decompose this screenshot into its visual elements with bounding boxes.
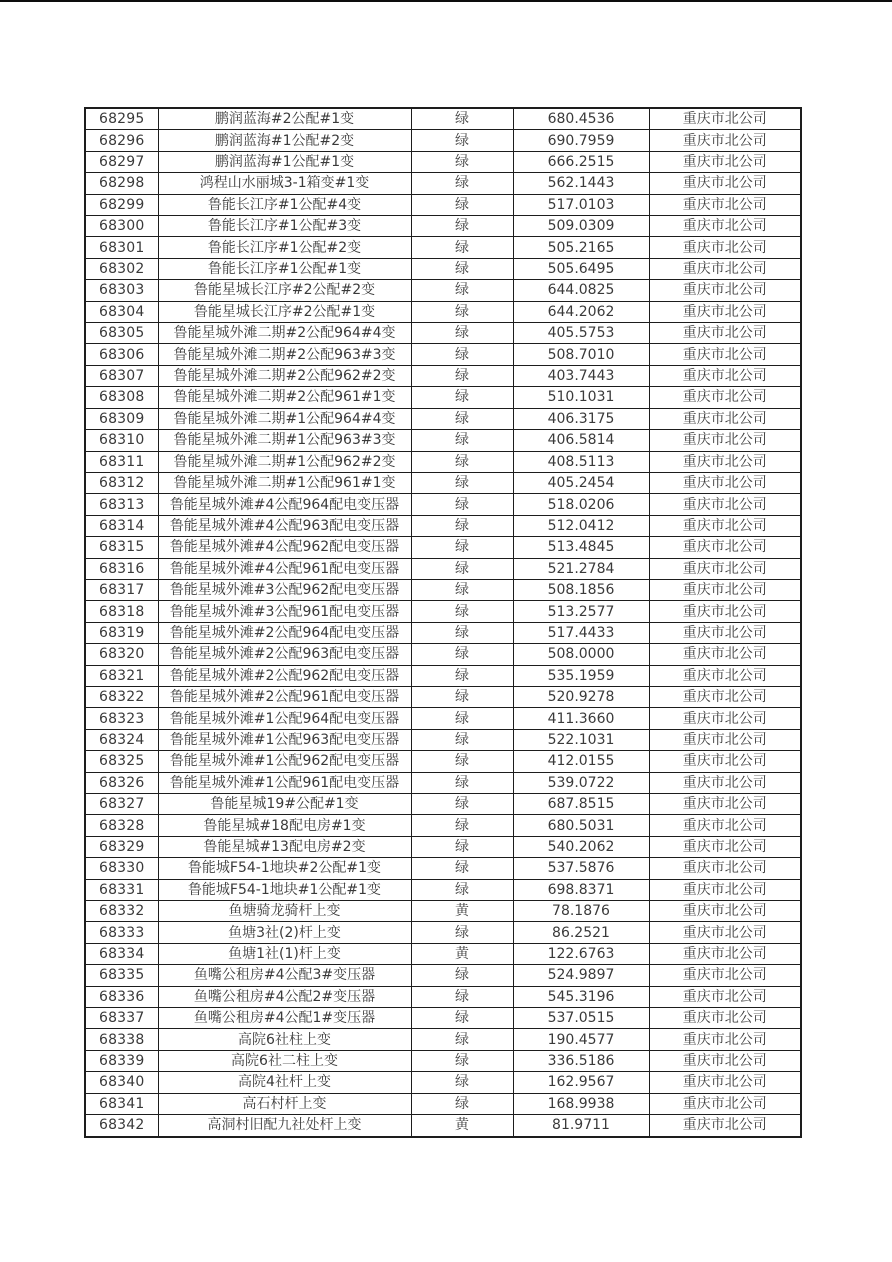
record-id-cell: 68338	[85, 1029, 158, 1050]
status-cell: 黄	[411, 1115, 513, 1137]
company-cell: 重庆市北公司	[649, 686, 801, 707]
device-name-cell: 鹏润蓝海#1公配#1变	[158, 151, 411, 172]
device-name-cell: 高院4社杆上变	[158, 1072, 411, 1093]
value-cell: 406.5814	[513, 430, 649, 451]
company-cell: 重庆市北公司	[649, 579, 801, 600]
device-name-cell: 鲁能星城外滩#1公配964配电变压器	[158, 708, 411, 729]
status-cell: 绿	[411, 408, 513, 429]
record-id-cell: 68322	[85, 686, 158, 707]
table-row	[85, 836, 801, 857]
status-cell: 绿	[411, 579, 513, 600]
company-cell: 重庆市北公司	[649, 1115, 801, 1137]
value-cell: 505.2165	[513, 237, 649, 258]
record-id-cell: 68315	[85, 537, 158, 558]
value-cell: 405.5753	[513, 323, 649, 344]
value-cell: 521.2784	[513, 558, 649, 579]
table-row	[85, 794, 801, 815]
device-name-cell: 鹏润蓝海#2公配#1变	[158, 108, 411, 130]
device-name-cell: 鲁能星城#18配电房#1变	[158, 815, 411, 836]
table-row	[85, 1050, 801, 1071]
status-cell: 绿	[411, 708, 513, 729]
table-row	[85, 344, 801, 365]
table-row	[85, 515, 801, 536]
device-name-cell: 鲁能星城#13配电房#2变	[158, 836, 411, 857]
company-cell: 重庆市北公司	[649, 836, 801, 857]
device-name-cell: 鲁能星城19#公配#1变	[158, 794, 411, 815]
record-id-cell: 68327	[85, 794, 158, 815]
company-cell: 重庆市北公司	[649, 194, 801, 215]
device-name-cell: 鲁能星城外滩#4公配962配电变压器	[158, 537, 411, 558]
table-row	[85, 216, 801, 237]
record-id-cell: 68314	[85, 515, 158, 536]
value-cell: 168.9938	[513, 1093, 649, 1114]
status-cell: 绿	[411, 836, 513, 857]
company-cell: 重庆市北公司	[649, 173, 801, 194]
value-cell: 545.3196	[513, 986, 649, 1007]
record-id-cell: 68332	[85, 901, 158, 922]
transformer-record-table	[84, 107, 802, 1138]
table-row	[85, 751, 801, 772]
device-name-cell: 鲁能星城外滩#1公配961配电变压器	[158, 772, 411, 793]
value-cell: 537.0515	[513, 1008, 649, 1029]
status-cell: 绿	[411, 858, 513, 879]
value-cell: 509.0309	[513, 216, 649, 237]
company-cell: 重庆市北公司	[649, 622, 801, 643]
status-cell: 绿	[411, 280, 513, 301]
company-cell: 重庆市北公司	[649, 451, 801, 472]
status-cell: 绿	[411, 323, 513, 344]
status-cell: 绿	[411, 430, 513, 451]
table-row	[85, 1093, 801, 1114]
device-name-cell: 鲁能长江序#1公配#1变	[158, 258, 411, 279]
company-cell: 重庆市北公司	[649, 772, 801, 793]
device-name-cell: 鲁能星城外滩二期#2公配962#2变	[158, 365, 411, 386]
value-cell: 520.9278	[513, 686, 649, 707]
table-row	[85, 815, 801, 836]
device-name-cell: 鲁能星城长江序#2公配#2变	[158, 280, 411, 301]
table-row	[85, 237, 801, 258]
device-name-cell: 鲁能星城外滩#4公配964配电变压器	[158, 494, 411, 515]
table-row	[85, 194, 801, 215]
record-id-cell: 68341	[85, 1093, 158, 1114]
company-cell: 重庆市北公司	[649, 729, 801, 750]
record-id-cell: 68308	[85, 387, 158, 408]
value-cell: 690.7959	[513, 130, 649, 151]
status-cell: 绿	[411, 108, 513, 130]
record-id-cell: 68296	[85, 130, 158, 151]
table-row	[85, 301, 801, 322]
table-row	[85, 965, 801, 986]
table-row	[85, 430, 801, 451]
table-row	[85, 686, 801, 707]
company-cell: 重庆市北公司	[649, 258, 801, 279]
device-name-cell: 鲁能长江序#1公配#3变	[158, 216, 411, 237]
record-id-cell: 68336	[85, 986, 158, 1007]
record-id-cell: 68307	[85, 365, 158, 386]
table-body	[85, 108, 801, 1137]
status-cell: 绿	[411, 472, 513, 493]
table-row	[85, 494, 801, 515]
company-cell: 重庆市北公司	[649, 515, 801, 536]
status-cell: 绿	[411, 237, 513, 258]
value-cell: 513.2577	[513, 601, 649, 622]
value-cell: 405.2454	[513, 472, 649, 493]
record-id-cell: 68330	[85, 858, 158, 879]
status-cell: 绿	[411, 537, 513, 558]
value-cell: 162.9567	[513, 1072, 649, 1093]
status-cell: 绿	[411, 1072, 513, 1093]
status-cell: 绿	[411, 815, 513, 836]
record-id-cell: 68337	[85, 1008, 158, 1029]
record-id-cell: 68316	[85, 558, 158, 579]
record-id-cell: 68303	[85, 280, 158, 301]
value-cell: 517.4433	[513, 622, 649, 643]
value-cell: 403.7443	[513, 365, 649, 386]
company-cell: 重庆市北公司	[649, 237, 801, 258]
record-id-cell: 68321	[85, 665, 158, 686]
table-row	[85, 1029, 801, 1050]
value-cell: 644.2062	[513, 301, 649, 322]
company-cell: 重庆市北公司	[649, 344, 801, 365]
status-cell: 绿	[411, 451, 513, 472]
value-cell: 517.0103	[513, 194, 649, 215]
status-cell: 绿	[411, 601, 513, 622]
top-edge-bar	[0, 0, 892, 2]
record-id-cell: 68331	[85, 879, 158, 900]
status-cell: 绿	[411, 1029, 513, 1050]
status-cell: 绿	[411, 922, 513, 943]
status-cell: 绿	[411, 387, 513, 408]
device-name-cell: 鲁能星城外滩#4公配961配电变压器	[158, 558, 411, 579]
company-cell: 重庆市北公司	[649, 387, 801, 408]
table-row	[85, 365, 801, 386]
status-cell: 绿	[411, 879, 513, 900]
device-name-cell: 鲁能星城外滩#2公配964配电变压器	[158, 622, 411, 643]
table-row	[85, 108, 801, 130]
table-row	[85, 986, 801, 1007]
record-id-cell: 68304	[85, 301, 158, 322]
table-row	[85, 901, 801, 922]
company-cell: 重庆市北公司	[649, 472, 801, 493]
device-name-cell: 鲁能星城外滩二期#2公配963#3变	[158, 344, 411, 365]
value-cell: 513.4845	[513, 537, 649, 558]
record-id-cell: 68300	[85, 216, 158, 237]
device-name-cell: 鸿程山水丽城3-1箱变#1变	[158, 173, 411, 194]
device-name-cell: 鲁能星城外滩#3公配961配电变压器	[158, 601, 411, 622]
value-cell: 562.1443	[513, 173, 649, 194]
company-cell: 重庆市北公司	[649, 965, 801, 986]
device-name-cell: 高石村杆上变	[158, 1093, 411, 1114]
record-id-cell: 68309	[85, 408, 158, 429]
record-id-cell: 68329	[85, 836, 158, 857]
status-cell: 绿	[411, 258, 513, 279]
status-cell: 绿	[411, 794, 513, 815]
value-cell: 680.5031	[513, 815, 649, 836]
status-cell: 绿	[411, 665, 513, 686]
value-cell: 537.5876	[513, 858, 649, 879]
status-cell: 绿	[411, 216, 513, 237]
status-cell: 黄	[411, 943, 513, 964]
company-cell: 重庆市北公司	[649, 1093, 801, 1114]
record-id-cell: 68342	[85, 1115, 158, 1137]
record-id-cell: 68317	[85, 579, 158, 600]
status-cell: 绿	[411, 494, 513, 515]
table-row	[85, 601, 801, 622]
status-cell: 绿	[411, 301, 513, 322]
value-cell: 406.3175	[513, 408, 649, 429]
record-id-cell: 68301	[85, 237, 158, 258]
table-row	[85, 558, 801, 579]
company-cell: 重庆市北公司	[649, 494, 801, 515]
record-id-cell: 68302	[85, 258, 158, 279]
record-id-cell: 68305	[85, 323, 158, 344]
status-cell: 绿	[411, 151, 513, 172]
value-cell: 411.3660	[513, 708, 649, 729]
company-cell: 重庆市北公司	[649, 986, 801, 1007]
company-cell: 重庆市北公司	[649, 708, 801, 729]
table-row	[85, 644, 801, 665]
record-id-cell: 68324	[85, 729, 158, 750]
device-name-cell: 鲁能星城外滩#2公配962配电变压器	[158, 665, 411, 686]
value-cell: 122.6763	[513, 943, 649, 964]
company-cell: 重庆市北公司	[649, 430, 801, 451]
table-row	[85, 258, 801, 279]
status-cell: 绿	[411, 751, 513, 772]
record-id-cell: 68335	[85, 965, 158, 986]
table-row	[85, 151, 801, 172]
company-cell: 重庆市北公司	[649, 815, 801, 836]
status-cell: 绿	[411, 344, 513, 365]
company-cell: 重庆市北公司	[649, 901, 801, 922]
table-row	[85, 1115, 801, 1137]
device-name-cell: 鲁能星城外滩二期#1公配962#2变	[158, 451, 411, 472]
value-cell: 408.5113	[513, 451, 649, 472]
company-cell: 重庆市北公司	[649, 1029, 801, 1050]
device-name-cell: 高洞村旧配九社处杆上变	[158, 1115, 411, 1137]
device-name-cell: 鲁能星城外滩#1公配963配电变压器	[158, 729, 411, 750]
status-cell: 绿	[411, 365, 513, 386]
status-cell: 黄	[411, 901, 513, 922]
status-cell: 绿	[411, 772, 513, 793]
record-id-cell: 68310	[85, 430, 158, 451]
value-cell: 687.8515	[513, 794, 649, 815]
device-name-cell: 鱼嘴公租房#4公配1#变压器	[158, 1008, 411, 1029]
table-row	[85, 858, 801, 879]
value-cell: 508.1856	[513, 579, 649, 600]
company-cell: 重庆市北公司	[649, 130, 801, 151]
record-id-cell: 68311	[85, 451, 158, 472]
value-cell: 535.1959	[513, 665, 649, 686]
company-cell: 重庆市北公司	[649, 922, 801, 943]
device-name-cell: 鲁能星城外滩#3公配962配电变压器	[158, 579, 411, 600]
table-row	[85, 173, 801, 194]
record-id-cell: 68326	[85, 772, 158, 793]
record-id-cell: 68320	[85, 644, 158, 665]
record-id-cell: 68298	[85, 173, 158, 194]
device-name-cell: 鱼塘骑龙骑杆上变	[158, 901, 411, 922]
company-cell: 重庆市北公司	[649, 151, 801, 172]
value-cell: 524.9897	[513, 965, 649, 986]
status-cell: 绿	[411, 558, 513, 579]
status-cell: 绿	[411, 965, 513, 986]
status-cell: 绿	[411, 130, 513, 151]
company-cell: 重庆市北公司	[649, 858, 801, 879]
company-cell: 重庆市北公司	[649, 943, 801, 964]
value-cell: 78.1876	[513, 901, 649, 922]
value-cell: 508.7010	[513, 344, 649, 365]
status-cell: 绿	[411, 644, 513, 665]
table-row	[85, 130, 801, 151]
status-cell: 绿	[411, 515, 513, 536]
record-id-cell: 68340	[85, 1072, 158, 1093]
device-name-cell: 高院6社柱上变	[158, 1029, 411, 1050]
table-row	[85, 451, 801, 472]
value-cell: 412.0155	[513, 751, 649, 772]
value-cell: 512.0412	[513, 515, 649, 536]
value-cell: 644.0825	[513, 280, 649, 301]
device-name-cell: 鱼嘴公租房#4公配2#变压器	[158, 986, 411, 1007]
company-cell: 重庆市北公司	[649, 537, 801, 558]
record-id-cell: 68333	[85, 922, 158, 943]
record-id-cell: 68299	[85, 194, 158, 215]
record-id-cell: 68295	[85, 108, 158, 130]
company-cell: 重庆市北公司	[649, 1072, 801, 1093]
table-row	[85, 579, 801, 600]
device-name-cell: 鲁能长江序#1公配#2变	[158, 237, 411, 258]
status-cell: 绿	[411, 194, 513, 215]
table-row	[85, 943, 801, 964]
status-cell: 绿	[411, 1008, 513, 1029]
company-cell: 重庆市北公司	[649, 644, 801, 665]
device-name-cell: 鲁能星城外滩#4公配963配电变压器	[158, 515, 411, 536]
device-name-cell: 鲁能星城外滩二期#1公配963#3变	[158, 430, 411, 451]
value-cell: 336.5186	[513, 1050, 649, 1071]
table-row	[85, 1008, 801, 1029]
table-row	[85, 708, 801, 729]
company-cell: 重庆市北公司	[649, 216, 801, 237]
table-row	[85, 387, 801, 408]
device-name-cell: 鱼塘1社(1)杆上变	[158, 943, 411, 964]
status-cell: 绿	[411, 1050, 513, 1071]
device-name-cell: 鱼嘴公租房#4公配3#变压器	[158, 965, 411, 986]
value-cell: 666.2515	[513, 151, 649, 172]
record-id-cell: 68334	[85, 943, 158, 964]
table-row	[85, 772, 801, 793]
table-row	[85, 323, 801, 344]
table-row	[85, 280, 801, 301]
record-id-cell: 68312	[85, 472, 158, 493]
table-row	[85, 408, 801, 429]
status-cell: 绿	[411, 686, 513, 707]
device-name-cell: 鲁能星城长江序#2公配#1变	[158, 301, 411, 322]
record-id-cell: 68318	[85, 601, 158, 622]
value-cell: 508.0000	[513, 644, 649, 665]
record-id-cell: 68313	[85, 494, 158, 515]
record-id-cell: 68297	[85, 151, 158, 172]
record-id-cell: 68339	[85, 1050, 158, 1071]
company-cell: 重庆市北公司	[649, 558, 801, 579]
device-name-cell: 鲁能长江序#1公配#4变	[158, 194, 411, 215]
device-name-cell: 鲁能星城外滩#2公配963配电变压器	[158, 644, 411, 665]
value-cell: 190.4577	[513, 1029, 649, 1050]
company-cell: 重庆市北公司	[649, 365, 801, 386]
device-name-cell: 鲁能星城外滩#2公配961配电变压器	[158, 686, 411, 707]
record-id-cell: 68306	[85, 344, 158, 365]
company-cell: 重庆市北公司	[649, 601, 801, 622]
value-cell: 680.4536	[513, 108, 649, 130]
value-cell: 510.1031	[513, 387, 649, 408]
device-name-cell: 鲁能星城外滩二期#2公配961#1变	[158, 387, 411, 408]
device-name-cell: 鲁能星城外滩二期#2公配964#4变	[158, 323, 411, 344]
company-cell: 重庆市北公司	[649, 751, 801, 772]
company-cell: 重庆市北公司	[649, 108, 801, 130]
device-name-cell: 鲁能城F54-1地块#2公配#1变	[158, 858, 411, 879]
company-cell: 重庆市北公司	[649, 323, 801, 344]
record-id-cell: 68323	[85, 708, 158, 729]
company-cell: 重庆市北公司	[649, 408, 801, 429]
company-cell: 重庆市北公司	[649, 1008, 801, 1029]
value-cell: 698.8371	[513, 879, 649, 900]
company-cell: 重庆市北公司	[649, 665, 801, 686]
device-name-cell: 鲁能星城外滩二期#1公配964#4变	[158, 408, 411, 429]
value-cell: 522.1031	[513, 729, 649, 750]
company-cell: 重庆市北公司	[649, 794, 801, 815]
table-row	[85, 537, 801, 558]
table-row	[85, 922, 801, 943]
status-cell: 绿	[411, 1093, 513, 1114]
status-cell: 绿	[411, 986, 513, 1007]
table-row	[85, 1072, 801, 1093]
record-id-cell: 68319	[85, 622, 158, 643]
company-cell: 重庆市北公司	[649, 280, 801, 301]
status-cell: 绿	[411, 173, 513, 194]
record-id-cell: 68325	[85, 751, 158, 772]
device-name-cell: 鱼塘3社(2)杆上变	[158, 922, 411, 943]
table-row	[85, 665, 801, 686]
value-cell: 540.2062	[513, 836, 649, 857]
value-cell: 81.9711	[513, 1115, 649, 1137]
company-cell: 重庆市北公司	[649, 301, 801, 322]
company-cell: 重庆市北公司	[649, 1050, 801, 1071]
table-row	[85, 622, 801, 643]
value-cell: 86.2521	[513, 922, 649, 943]
table-row	[85, 879, 801, 900]
device-name-cell: 鹏润蓝海#1公配#2变	[158, 130, 411, 151]
table-row	[85, 472, 801, 493]
value-cell: 518.0206	[513, 494, 649, 515]
device-name-cell: 鲁能星城外滩#1公配962配电变压器	[158, 751, 411, 772]
record-id-cell: 68328	[85, 815, 158, 836]
device-name-cell: 鲁能城F54-1地块#1公配#1变	[158, 879, 411, 900]
device-name-cell: 高院6社二柱上变	[158, 1050, 411, 1071]
status-cell: 绿	[411, 622, 513, 643]
table-row	[85, 729, 801, 750]
value-cell: 505.6495	[513, 258, 649, 279]
status-cell: 绿	[411, 729, 513, 750]
value-cell: 539.0722	[513, 772, 649, 793]
company-cell: 重庆市北公司	[649, 879, 801, 900]
device-name-cell: 鲁能星城外滩二期#1公配961#1变	[158, 472, 411, 493]
